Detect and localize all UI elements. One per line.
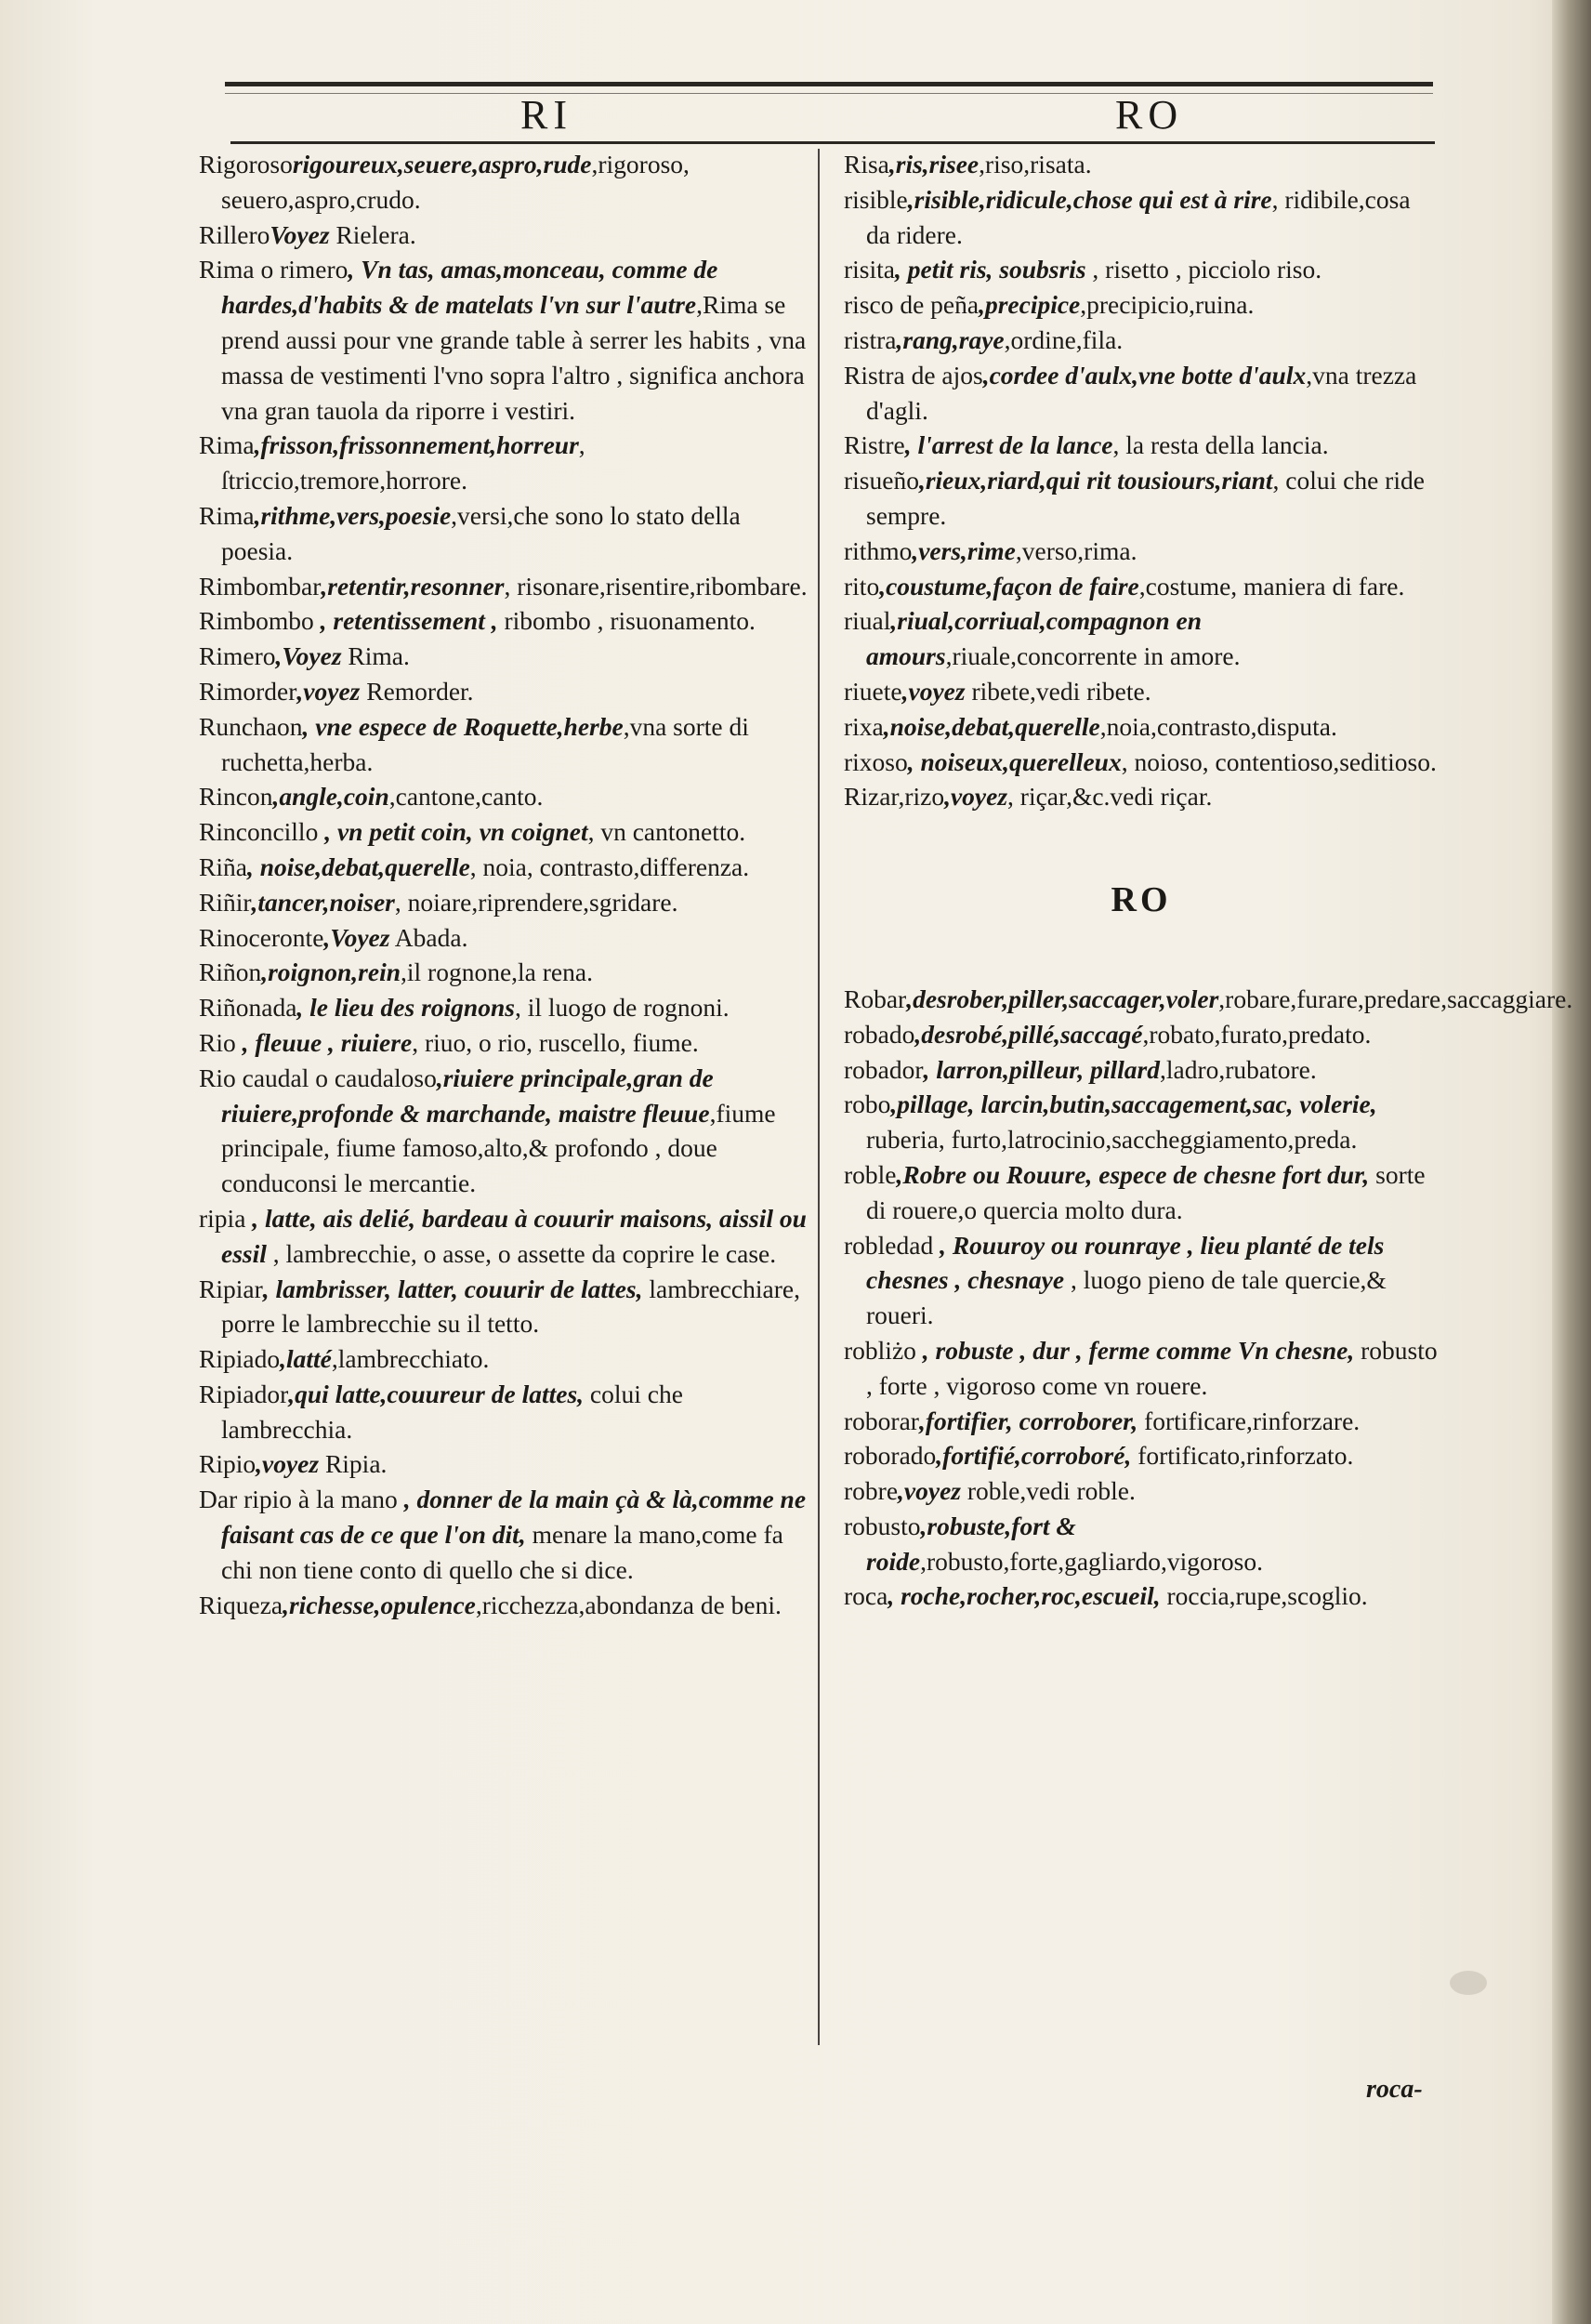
entry-italian: , colui che ride sempre. (866, 466, 1425, 530)
entry-italian: ruberia, furto,latrocinio,saccheggiamento,preda. (866, 1125, 1358, 1155)
entry-lemma: risueño (844, 466, 919, 495)
left-column (199, 147, 812, 1622)
entry-french: ,frisson,frissonnement,horreur (254, 430, 579, 460)
entry-lemma: robo (844, 1089, 891, 1119)
column-divider (818, 149, 820, 2045)
entry-italian: , lambrecchie, o asse, o assette da coprire le case. (266, 1238, 777, 1268)
entry-italian: ,robusto,forte,gagliardo,vigoroso. (920, 1546, 1263, 1576)
entry-french: ,rieux,riard,qui rit tousiours,riant (918, 466, 1273, 495)
entry-italian: lambrecchiare, porre le lambrecchie su il tetto. (221, 1274, 800, 1339)
dictionary-entry (199, 147, 812, 218)
dictionary-entry (844, 709, 1439, 745)
entry-italian: , risonare,risentire,ribombare. (504, 571, 808, 601)
dictionary-entry (199, 674, 812, 709)
top-rule-thin (225, 93, 1433, 94)
entry-french: ,voyez (901, 676, 966, 706)
entry-italian: ,rigoroso, seuero,aspro,crudo. (221, 150, 690, 214)
entry-lemma: risible (844, 184, 908, 214)
dictionary-entry (199, 814, 812, 850)
entry-french: ,pillage, larcin,butin,saccagement,sac, volerie, (890, 1089, 1377, 1119)
entry-french: ,angle,coin (272, 782, 389, 812)
entry-lemma: Robar (844, 984, 907, 1013)
entry-italian: ribombo , risuonamento. (497, 606, 756, 636)
dictionary-entry (844, 745, 1439, 780)
entry-french: , Vn tas, amas,monceau, comme de hardes,d'habits & de matelats l'vn sur l'autre (221, 255, 718, 320)
entry-italian: , riuo, o rio, ruscello, fiume. (412, 1027, 699, 1057)
entry-lemma: rithmo (844, 535, 913, 565)
dictionary-entry (199, 1341, 812, 1377)
dictionary-entry (199, 1482, 812, 1587)
entry-lemma: robador (844, 1054, 924, 1084)
entry-lemma: Rillero (199, 219, 270, 249)
entry-lemma: roborado (844, 1441, 937, 1471)
entry-lemma: Rigoroso (199, 150, 293, 178)
entry-french: ,tancer,noiser (251, 887, 395, 917)
entry-lemma: ristra (844, 324, 897, 354)
dictionary-entry (844, 1578, 1439, 1614)
dictionary-entry (199, 920, 812, 956)
entry-lemma: Ripiador (199, 1379, 289, 1408)
dictionary-entry (199, 428, 812, 498)
entry-lemma: Riñir (199, 887, 252, 917)
page-edge-shadow (1552, 0, 1591, 2324)
entry-italian: ,fiume principale, fiume famoso,alto,& profondo , doue conduconsi le mercantie. (221, 1098, 776, 1198)
entry-italian: ribete,vedi ribete. (965, 676, 1151, 706)
dictionary-entry (844, 1438, 1439, 1473)
entry-italian: sorte di rouere,o quercia molto dura. (866, 1159, 1426, 1224)
dictionary-entry (199, 1201, 812, 1272)
entry-italian: ,robato,furato,predato. (1142, 1019, 1372, 1049)
catchword: roca- (1366, 2075, 1423, 2104)
entry-french: , Rouuroy ou rounraye , lieu planté de tels chesnes , chesnaye (866, 1230, 1385, 1295)
entry-french: , lambrisser, latter, couurir de lattes, (262, 1274, 643, 1303)
entry-french: ,roignon,rein (261, 957, 401, 987)
entry-italian: colui che lambrecchia. (221, 1379, 683, 1444)
entry-italian: ,lambrecchiato. (331, 1344, 490, 1374)
entry-french: ,voyez (296, 676, 361, 706)
entry-italian: ,precipicio,ruina. (1080, 290, 1255, 320)
entry-lemma: Ristra de ajos (844, 360, 983, 390)
entry-lemma: robusto (844, 1511, 921, 1540)
dictionary-entry (844, 603, 1439, 674)
entry-italian: , noioso, contentioso,seditioso. (1121, 746, 1437, 776)
entry-lemma: Ristre (844, 430, 905, 460)
entry-italian: menare la mano,come fa chi non tiene conto di quello che si dice. (221, 1520, 783, 1584)
entry-french: ,voyez (256, 1449, 320, 1479)
right-column (844, 147, 1573, 1614)
entry-italian: ,robare,furare,predare,saccaggiare. (1218, 984, 1573, 1013)
entry-italian: ,il rognone,la rena. (401, 957, 593, 987)
dictionary-entry (844, 534, 1439, 569)
entry-italian: fortificare,rinforzare. (1137, 1406, 1361, 1435)
dictionary-entry (844, 982, 1573, 1017)
dictionary-entry (844, 147, 1439, 182)
entry-lemma: rito (844, 571, 880, 601)
dictionary-entry (844, 779, 1439, 814)
entry-french: ,Voyez (323, 922, 390, 952)
entry-french: ,fortifié,corroboré, (936, 1441, 1132, 1471)
dictionary-entry (199, 569, 812, 604)
entry-lemma: rixa (844, 711, 884, 741)
entry-lemma: robado (844, 1019, 915, 1049)
entry-french: ,fortifier, corroborer, (918, 1406, 1138, 1435)
entry-lemma: Rizar,rizo (844, 782, 945, 812)
entry-lemma: roborar (844, 1406, 919, 1435)
entry-lemma: roble (844, 1159, 897, 1189)
dictionary-entry (199, 1446, 812, 1482)
entry-french: , donner de la main çà & là,comme ne faisant cas de ce que l'on dit, (221, 1485, 807, 1550)
entry-lemma: Rima (199, 500, 255, 530)
entry-lemma: Rio (199, 1027, 236, 1057)
entry-italian: ,vna sorte di ruchetta,herba. (221, 711, 749, 776)
dictionary-entry (199, 252, 812, 428)
entry-italian: roble,vedi roble. (960, 1476, 1136, 1506)
entry-italian: robusto , forte , vigoroso come vn rouere. (866, 1335, 1438, 1400)
entry-lemma: Riqueza (199, 1590, 283, 1619)
entry-lemma: Rimorder (199, 676, 297, 706)
entry-french: Voyez (270, 219, 330, 249)
entry-italian: , noiare,riprendere,sgridare. (394, 887, 678, 917)
entry-lemma: risita (844, 255, 895, 284)
entry-french: ,ris,risee (888, 150, 980, 178)
entry-french: , robuste , dur , ferme comme Vn chesne, (915, 1335, 1355, 1365)
header-rule (230, 141, 1435, 144)
entry-french: ,cordee d'aulx,vne botte d'aulx (982, 360, 1307, 390)
entry-lemma: rixoso (844, 746, 908, 776)
dictionary-entry (844, 1228, 1439, 1333)
entry-italian: , la resta della lancia. (1112, 430, 1329, 460)
entry-french: ,risible,ridicule,chose qui est à rire (907, 184, 1272, 214)
entry-french: ,Robre ou Rouure, espece de chesne fort dur, (896, 1159, 1370, 1189)
entry-italian: , risetto , picciolo riso. (1085, 255, 1322, 284)
entry-italian: , riçar,&c.vedi riçar. (1007, 782, 1213, 812)
entry-lemma: Ripiar (199, 1274, 263, 1303)
entry-french: , retentissement , (313, 606, 498, 636)
entry-lemma: ripia (199, 1203, 246, 1233)
entry-french: ,richesse,opulence (283, 1590, 476, 1619)
entry-french: , vn petit coin, vn coignet (318, 817, 588, 847)
entry-italian: Ripia. (319, 1449, 388, 1479)
dictionary-entry (199, 779, 812, 814)
entry-french: ,qui latte,couureur de lattes, (288, 1379, 585, 1408)
entry-italian: ,ricchezza,abondanza de beni. (475, 1590, 782, 1619)
entry-lemma: roca (844, 1581, 888, 1611)
entry-lemma: riual (844, 606, 891, 636)
dictionary-entry (199, 1061, 812, 1201)
dictionary-entry (199, 1272, 812, 1342)
running-head-right: RO (1115, 92, 1184, 138)
dictionary-entry (844, 1333, 1439, 1404)
dictionary-entry (199, 850, 812, 885)
entry-lemma: Rinconcillo (199, 817, 319, 847)
entry-lemma: Dar ripio à la mano (199, 1485, 398, 1514)
entry-italian: ,riuale,concorrente in amore. (945, 641, 1241, 671)
entry-italian: Rima. (341, 641, 410, 671)
entry-italian: ,cantone,canto. (388, 782, 544, 812)
entry-italian: Abada. (389, 922, 468, 952)
entry-italian: ,costume, maniera di fare. (1138, 571, 1405, 601)
entry-italian: ,Rima se prend aussi pour vne grande table à serrer les habits , vna massa de vestimenti l'vno sopra l'altro , significa anchora vna gran tauola da riporre i vestiri. (221, 290, 807, 425)
dictionary-entry (844, 1404, 1439, 1439)
entry-french: , larron,pilleur, pillard (923, 1054, 1160, 1084)
dictionary-entry (199, 955, 812, 990)
entry-french: ,desrobé,pillé,saccagé (914, 1019, 1143, 1049)
entry-italian: ,ladro,rubatore. (1159, 1054, 1317, 1084)
entry-lemma: Risa (844, 150, 889, 178)
entry-lemma: risco de peña (844, 290, 980, 320)
entry-lemma: Rincon (199, 782, 273, 812)
entry-french: ,noise,debat,querelle (883, 711, 1100, 741)
entry-french: , vne espece de Roquette,herbe (302, 711, 624, 741)
entry-french: ,retentir,resonner (321, 571, 505, 601)
dictionary-entry (844, 1052, 1439, 1088)
entry-french: , petit ris, soubsris (895, 255, 1086, 284)
dictionary-entry (844, 287, 1439, 323)
dictionary-entry (844, 1157, 1439, 1228)
dictionary-entry (844, 182, 1439, 253)
dictionary-entry (844, 569, 1439, 604)
entry-french: ,voyez (944, 782, 1008, 812)
running-head-left: RI (520, 92, 572, 138)
dictionary-entry (199, 709, 812, 780)
entry-italian: , luogo pieno de tale quercie,& roueri. (866, 1265, 1387, 1330)
entry-french: ,vers,rime (912, 535, 1016, 565)
dictionary-entry (844, 674, 1439, 709)
entry-french: , latte, ais delié, bardeau à couurir maisons, aissil ou essil (221, 1203, 807, 1268)
entry-italian: roccia,rupe,scoglio. (1160, 1581, 1368, 1611)
entry-italian: ,riso,risata. (979, 150, 1092, 178)
entry-lemma: Rima (199, 430, 255, 460)
entry-french: , roche,rocher,roc,escueil, (888, 1581, 1161, 1611)
entry-italian: , vn cantonetto. (587, 817, 746, 847)
dictionary-entry (844, 1017, 1439, 1052)
dictionary-entry (199, 218, 812, 253)
section-heading-ro: RO (1111, 880, 1172, 920)
entry-french: ,precipice (979, 290, 1081, 320)
dictionary-entry (199, 1377, 812, 1447)
entry-lemma: riuete (844, 676, 902, 706)
entry-italian: ,verso,rima. (1015, 535, 1137, 565)
dictionary-entry (844, 1087, 1439, 1157)
entry-lemma: Rimbombar (199, 571, 322, 601)
ink-smudge (1450, 1971, 1487, 1995)
dictionary-entry (199, 885, 812, 920)
entry-lemma: robre (844, 1476, 899, 1506)
entry-french: , le lieu des roignons (296, 993, 515, 1023)
entry-italian: , ridibile,cosa da ridere. (866, 184, 1411, 249)
dictionary-entry (844, 323, 1439, 358)
entry-lemma: Riñon (199, 957, 262, 987)
entry-french: ,rithme,vers,poesie (254, 500, 452, 530)
entry-italian: fortificato,rinforzato. (1131, 1441, 1354, 1471)
entry-french: ,rang,raye (896, 324, 1005, 354)
dictionary-entry (844, 1473, 1439, 1509)
entry-french: ,Voyez (275, 641, 342, 671)
entry-lemma: robledad (844, 1230, 934, 1260)
entry-french: , noiseux,querelleux (907, 746, 1122, 776)
entry-lemma: Rimero (199, 641, 276, 671)
entry-lemma: Ripio (199, 1449, 256, 1479)
entry-lemma: robliżo (844, 1335, 916, 1365)
entry-lemma: Rinoceronte (199, 922, 324, 952)
entry-italian: ,ordine,fila. (1004, 324, 1124, 354)
entry-lemma: Rima o rimero (199, 255, 348, 284)
entry-lemma: Ripiado (199, 1344, 281, 1374)
entry-french: ,robuste,fort & roide (866, 1511, 1076, 1576)
entry-lemma: Riñonada (199, 993, 297, 1023)
dictionary-entry (844, 463, 1439, 534)
entry-italian: ,versi,che sono lo stato della poesia. (221, 500, 741, 565)
dictionary-entry (844, 1509, 1439, 1579)
dictionary-entry (199, 1588, 812, 1623)
entry-french: ,latté (280, 1344, 332, 1374)
entry-french: ,riual,corriual,compagnon en amours (866, 606, 1203, 671)
entry-french: ,coustume,façon de faire (879, 571, 1139, 601)
dictionary-entry (199, 1025, 812, 1061)
entry-italian: Remorder. (360, 676, 474, 706)
entry-french: ,voyez (898, 1476, 961, 1506)
dictionary-entry (844, 252, 1439, 287)
entry-italian: , noia, contrasto,differenza. (469, 852, 750, 881)
entry-french: , noise,debat,querelle (246, 852, 470, 881)
entry-lemma: Runchaon (199, 711, 303, 741)
entry-french: ,desrober,piller,saccager,voler (906, 984, 1219, 1013)
dictionary-entry (844, 358, 1439, 429)
dictionary-entry (844, 428, 1439, 463)
entry-french: ,riuiere principale,gran de riuiere,profonde & marchande, maistre fleuue (221, 1063, 714, 1128)
entry-italian: , il luogo de rognoni. (514, 993, 730, 1023)
entry-french: , l'arrest de la lance (904, 430, 1113, 460)
dictionary-entry (199, 603, 812, 639)
entry-lemma: Riña (199, 852, 247, 881)
entry-french: , fleuue , riuiere (235, 1027, 413, 1057)
entry-lemma: Rio caudal o caudaloso (199, 1063, 437, 1092)
dictionary-entry (199, 498, 812, 569)
entry-italian: ,noia,contrasto,disputa. (1099, 711, 1337, 741)
top-rule (225, 82, 1433, 86)
dictionary-entry (199, 990, 812, 1025)
entry-italian: , ſtriccio,tremore,horrore. (221, 430, 585, 495)
entry-lemma: Rimbombo (199, 606, 314, 636)
entry-french: rigoureux,seuere,aspro,rude (292, 150, 592, 178)
entry-italian: ,vna trezza d'agli. (866, 360, 1417, 425)
dictionary-entry (199, 639, 812, 674)
entry-italian: Rielera. (329, 219, 416, 249)
